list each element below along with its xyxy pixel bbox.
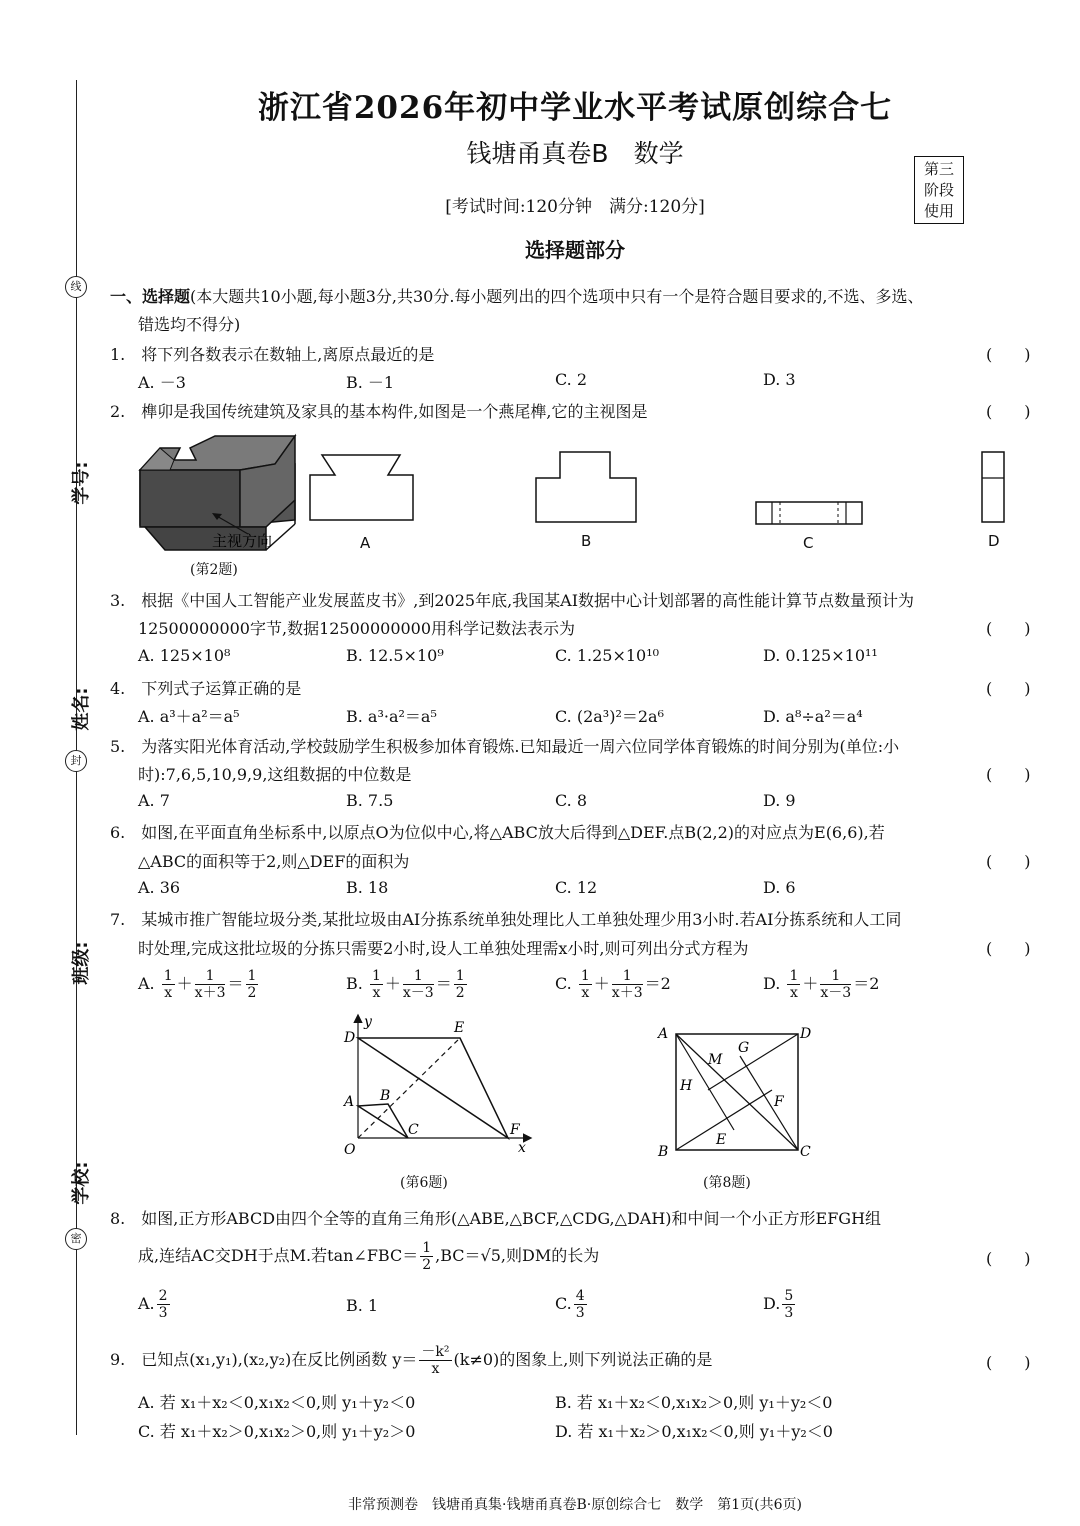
q1-number: 1. — [110, 345, 126, 364]
q8-d-num: 5 — [784, 1288, 794, 1304]
q5-option-a[interactable]: A. 7 — [138, 791, 170, 810]
q6-label-o: O — [344, 1142, 356, 1158]
q8-c-num: 4 — [575, 1288, 585, 1304]
q5-number: 5. — [110, 737, 126, 756]
q7-b-frac-2 — [403, 968, 434, 1001]
q4-option-a[interactable]: A. a³＋a²＝a⁵ — [138, 707, 240, 726]
q8-figure — [652, 1020, 822, 1165]
q6-label-e: E — [454, 1020, 465, 1036]
name-label: 姓名: — [71, 687, 92, 731]
q8-label-h: H — [680, 1078, 693, 1094]
q6-label-d: D — [344, 1030, 356, 1046]
q9-text-b: (k≠0)的图象上,则下列说法正确的是 — [453, 1350, 713, 1369]
q9-option-b[interactable]: B. 若 x₁＋x₂＜0,x₁x₂＞0,则 y₁＋y₂＜0 — [555, 1393, 833, 1412]
q4-option-b[interactable]: B. a³·a²＝a⁵ — [346, 707, 437, 726]
class-label: 班级: — [71, 941, 92, 985]
q2-option-c-view[interactable] — [756, 502, 862, 524]
q9-number: 9. — [110, 1350, 126, 1369]
q6-option-c[interactable]: C. 12 — [555, 878, 598, 897]
q7-a-frac-1 — [162, 968, 175, 1001]
q7-d-frac-1 — [787, 968, 800, 1001]
q8-label-b: B — [658, 1144, 669, 1160]
q3-number: 3. — [110, 591, 126, 610]
q9-stem — [110, 1344, 712, 1377]
page-footer: 非常预测卷 钱塘甬真集·钱塘甬真卷B·原创综合七 数学 第1页(共6页) — [348, 1497, 802, 1513]
q8-text-2b: ,BC＝√5,则DM的长为 — [435, 1246, 600, 1265]
q7-b-eq: ＝ — [435, 974, 452, 993]
q7-a-op: ＋ — [176, 974, 193, 993]
q3-option-c[interactable]: C. 1.25×10¹⁰ — [555, 646, 660, 665]
q8-label-a: A — [658, 1026, 669, 1042]
q1-option-c[interactable]: C. 2 — [555, 370, 588, 389]
q8-d-prefix: D. — [763, 1294, 781, 1313]
school-label: 学校: — [71, 1161, 92, 1205]
q7-b-op: ＋ — [384, 974, 401, 993]
student-id-label: 学号: — [71, 461, 92, 505]
q9-func-den: x — [431, 1361, 440, 1377]
q2-option-d-view[interactable] — [982, 452, 1004, 522]
q7-text-1: 某城市推广智能垃圾分类,某批垃圾由AI分拣系统单独处理比人工单独处理少用3小时.若AI分拣系统和人工同 — [141, 910, 902, 929]
q2-option-a-view[interactable] — [310, 455, 413, 520]
q1-option-d[interactable]: D. 3 — [763, 370, 796, 389]
q8-d-den: 3 — [784, 1305, 794, 1321]
q7-d-op: ＋ — [802, 974, 819, 993]
q6-option-b[interactable]: B. 18 — [346, 878, 389, 897]
q9-option-d[interactable]: D. 若 x₁＋x₂＞0,x₁x₂＜0,则 y₁＋y₂＜0 — [555, 1422, 833, 1441]
q7-b-frac-1-num: 1 — [371, 968, 381, 984]
q7-b-frac-1 — [370, 968, 383, 1001]
q7-stem-line-2: 时处理,完成这批垃圾的分拣只需要2小时,设人工单独处理需x小时,则可列出分式方程为 — [138, 939, 749, 958]
q8-tan-frac-num: 1 — [422, 1240, 432, 1256]
q8-label-m: M — [708, 1052, 723, 1068]
instructions-line-2: 错选均不得分) — [138, 315, 241, 334]
q9-func-frac — [419, 1344, 451, 1377]
q8-a-den: 3 — [158, 1305, 168, 1321]
q7-stem-line-1 — [110, 907, 901, 930]
q3-option-a[interactable]: A. 125×10⁸ — [138, 646, 231, 665]
q6-label-b: B — [380, 1088, 391, 1104]
q8-tan-frac — [420, 1240, 433, 1273]
q8-stem-line-1 — [110, 1206, 881, 1229]
q7-d-frac-2-den: x－3 — [820, 985, 852, 1001]
q8-text-1: 如图,正方形ABCD由四个全等的直角三角形(△ABE,△BCF,△CDG,△DAH)和中间一个小正方形EFGH组 — [141, 1209, 882, 1228]
q8-tan-frac-den: 2 — [422, 1257, 432, 1273]
q2-option-b-view[interactable] — [536, 452, 636, 522]
q2-option-d-label[interactable]: D — [988, 532, 1000, 550]
q7-d-frac-2-num: 1 — [820, 968, 851, 985]
q8-number: 8. — [110, 1209, 126, 1228]
q7-b-frac-3-den: 2 — [455, 985, 465, 1001]
q7-option-b[interactable] — [346, 968, 469, 1001]
q7-d-eq: ＝2 — [853, 974, 880, 993]
q6-caption: (第6题) — [400, 1175, 448, 1191]
q2-caption: (第2题) — [190, 562, 238, 578]
q8-a-num: 2 — [158, 1288, 168, 1304]
q4-answer-paren[interactable]: ( ) — [986, 679, 1031, 698]
q1-text: 将下列各数表示在数轴上,离原点最近的是 — [141, 345, 435, 364]
q7-c-frac-1-den: x — [581, 985, 590, 1001]
q4-text: 下列式子运算正确的是 — [141, 679, 302, 698]
q2-option-a-label[interactable]: A — [360, 534, 371, 552]
q8-caption: (第8题) — [703, 1175, 751, 1191]
secret-mark: 密 — [65, 1228, 87, 1250]
q6-option-d[interactable]: D. 6 — [763, 878, 796, 897]
stage-box — [914, 156, 964, 224]
q3-stem-line-2: 12500000000字节,数据12500000000用科学记数法表示为 — [138, 619, 576, 638]
q7-d-frac-2 — [820, 968, 851, 1001]
q3-answer-paren[interactable]: ( ) — [986, 619, 1031, 638]
q2-option-b-label[interactable]: B — [581, 532, 592, 550]
q7-a-frac-1-num: 1 — [163, 968, 173, 984]
q7-answer-paren[interactable]: ( ) — [986, 939, 1031, 958]
q8-label-e: E — [716, 1132, 727, 1148]
seal-mark: 封 — [65, 750, 87, 772]
q6-label-c: C — [408, 1122, 419, 1138]
q4-option-d[interactable]: D. a⁸÷a²＝a⁴ — [763, 707, 863, 726]
q7-d-frac-1-num: 1 — [789, 968, 799, 984]
q7-c-prefix: C. — [555, 974, 572, 993]
q6-number: 6. — [110, 823, 126, 842]
q7-a-frac-3-den: 2 — [247, 985, 257, 1001]
q8-option-b[interactable]: B. 1 — [346, 1296, 379, 1315]
q2-text: 榫卯是我国传统建筑及家具的基本构件,如图是一个燕尾榫,它的主视图是 — [141, 402, 648, 421]
exam-subtitle: 钱塘甬真卷B 数学 — [466, 139, 684, 168]
q5-option-d[interactable]: D. 9 — [763, 791, 796, 810]
q8-d-frac — [782, 1288, 795, 1321]
q2-view-direction-label: 主视方向 — [212, 532, 273, 550]
q6-answer-paren[interactable]: ( ) — [986, 852, 1031, 871]
q7-a-frac-1-den: x — [164, 985, 173, 1001]
q4-stem — [110, 676, 301, 699]
q7-c-frac-2-num: 1 — [612, 968, 643, 985]
q7-c-frac-2-den: x＋3 — [611, 985, 643, 1001]
q2-option-c-label[interactable]: C — [803, 534, 814, 552]
q1-option-b[interactable]: B. －1 — [346, 373, 395, 392]
q6-stem-line-1 — [110, 820, 885, 843]
q3-text-1: 根据《中国人工智能产业发展蓝皮书》,到2025年底,我国某AI数据中心计划部署的高性能计算节点数量预计为 — [141, 591, 915, 610]
q7-b-frac-1-den: x — [372, 985, 381, 1001]
section-title: 选择题部分 — [525, 238, 625, 262]
q8-option-c[interactable] — [555, 1288, 589, 1321]
q5-text-1: 为落实阳光体育活动,学校鼓励学生积极参加体育锻炼.已知最近一周六位同学体育锻炼的时间分别为(单位:小 — [141, 737, 900, 756]
q3-option-b[interactable]: B. 12.5×10⁹ — [346, 646, 444, 665]
q8-label-g: G — [738, 1040, 750, 1056]
q1-answer-paren[interactable]: ( ) — [986, 345, 1031, 364]
q5-option-c[interactable]: C. 8 — [555, 791, 588, 810]
q7-a-frac-3-num: 1 — [247, 968, 257, 984]
q7-a-eq: ＝ — [227, 974, 244, 993]
q5-answer-paren[interactable]: ( ) — [986, 765, 1031, 784]
instructions-line-1 — [110, 284, 924, 307]
q7-b-prefix: B. — [346, 974, 363, 993]
q1-stem — [110, 342, 434, 365]
q7-b-frac-3 — [454, 968, 467, 1001]
q7-option-a[interactable] — [138, 968, 260, 1001]
q7-c-frac-2 — [612, 968, 643, 1001]
q2-number: 2. — [110, 402, 126, 421]
q1-option-a[interactable]: A. －3 — [138, 373, 186, 392]
q3-stem-line-1 — [110, 588, 914, 611]
q8-text-2a: 成,连结AC交DH于点M.若tan∠FBC＝ — [138, 1246, 419, 1265]
q6-label-a: A — [344, 1094, 355, 1110]
stage-box-line-3: 使用 — [923, 202, 954, 220]
q9-func-num: －k² — [421, 1344, 450, 1360]
q6-option-a[interactable]: A. 36 — [138, 878, 181, 897]
instructions-heading: 一、选择题 — [110, 287, 191, 306]
q5-stem-line-1 — [110, 734, 899, 757]
q7-number: 7. — [110, 910, 126, 929]
q7-b-frac-3-num: 1 — [455, 968, 465, 984]
q3-option-d[interactable]: D. 0.125×10¹¹ — [763, 646, 878, 665]
exam-title: 浙江省2026年初中学业水平考试原创综合七 — [257, 90, 893, 126]
q7-d-prefix: D. — [763, 974, 781, 993]
q8-c-den: 3 — [575, 1305, 585, 1321]
q7-a-frac-2-den: x＋3 — [194, 985, 226, 1001]
q8-label-f: F — [774, 1094, 784, 1110]
q8-answer-paren[interactable]: ( ) — [986, 1249, 1031, 1268]
q9-text-a: 已知点(x₁,y₁),(x₂,y₂)在反比例函数 y＝ — [141, 1350, 418, 1369]
q7-a-frac-2-num: 1 — [195, 968, 226, 985]
q5-stem-line-2: 时):7,6,5,10,9,9,这组数据的中位数是 — [138, 765, 412, 784]
q2-figures — [120, 420, 1060, 580]
q7-a-frac-3 — [246, 968, 259, 1001]
q8-c-frac — [574, 1288, 587, 1321]
q6-label-y: y — [364, 1014, 372, 1030]
q9-option-c[interactable]: C. 若 x₁＋x₂＞0,x₁x₂＞0,则 y₁＋y₂＞0 — [138, 1422, 416, 1441]
q8-label-d: D — [800, 1026, 812, 1042]
q8-option-d[interactable] — [763, 1288, 797, 1321]
q6-label-f: F — [510, 1122, 520, 1138]
q7-option-c[interactable] — [555, 968, 671, 1001]
q8-option-a[interactable] — [138, 1288, 172, 1321]
q7-a-frac-2 — [195, 968, 226, 1001]
q7-b-frac-2-num: 1 — [403, 968, 434, 985]
q9-option-a[interactable]: A. 若 x₁＋x₂＜0,x₁x₂＜0,则 y₁＋y₂＜0 — [138, 1393, 416, 1412]
stage-box-line-2: 阶段 — [923, 181, 954, 199]
q6-stem-line-2: △ABC的面积等于2,则△DEF的面积为 — [138, 852, 410, 871]
q8-a-frac — [157, 1288, 170, 1321]
q6-label-x: x — [518, 1140, 526, 1156]
q7-a-prefix: A. — [138, 974, 155, 993]
q6-figure — [330, 1010, 540, 1160]
q8-label-c: C — [800, 1144, 811, 1160]
q7-c-eq: ＝2 — [644, 974, 671, 993]
q6-text-1: 如图,在平面直角坐标系中,以原点O为位似中心,将△ABC放大后得到△DEF.点B(2,2)的对应点为E(6,6),若 — [141, 823, 885, 842]
q7-c-op: ＋ — [593, 974, 610, 993]
q9-answer-paren[interactable]: ( ) — [986, 1353, 1031, 1372]
q7-c-frac-1 — [579, 968, 592, 1001]
line-mark: 线 — [65, 276, 87, 298]
q2-stem — [110, 399, 647, 422]
q2-answer-paren[interactable]: ( ) — [986, 402, 1031, 421]
q8-a-prefix: A. — [138, 1294, 155, 1313]
instructions-text-1: (本大题共10小题,每小题3分,共30分.每小题列出的四个选项中只有一个是符合题目要求的,不选、多选、 — [190, 287, 924, 306]
stage-box-line-1: 第三 — [923, 160, 954, 178]
q7-option-d[interactable] — [763, 968, 879, 1001]
q4-option-c[interactable]: C. (2a³)²＝2a⁶ — [555, 707, 665, 726]
q5-option-b[interactable]: B. 7.5 — [346, 791, 394, 810]
q7-d-frac-1-den: x — [789, 985, 798, 1001]
q4-number: 4. — [110, 679, 126, 698]
exam-time-info: [考试时间:120分钟 满分:120分] — [445, 197, 705, 217]
q7-b-frac-2-den: x－3 — [402, 985, 434, 1001]
q8-c-prefix: C. — [555, 1294, 572, 1313]
q8-stem-line-2 — [138, 1240, 599, 1273]
q7-c-frac-1-num: 1 — [580, 968, 590, 984]
